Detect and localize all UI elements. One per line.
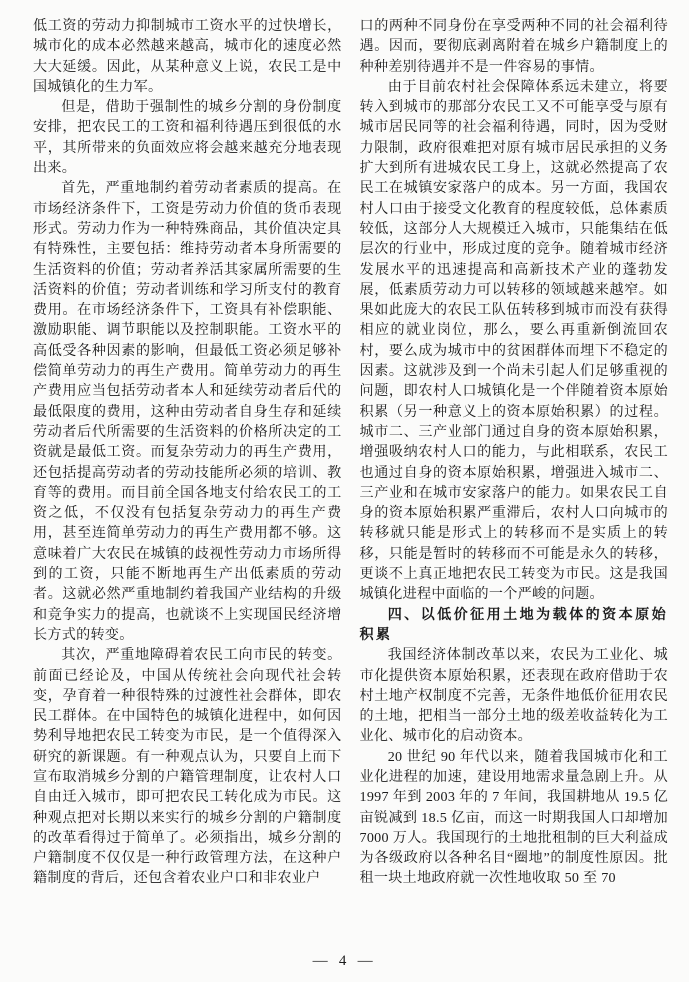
text-paragraph: 但是，借助于强制性的城乡分割的身份制度安排，把农民工的工资和福利待遇压到很低的水平，其所带来的负面效应将会越来越充分地表现出来。 — [33, 99, 342, 177]
text-paragraph: 首先，严重地制约着劳动者素质的提高。在市场经济条件下，工资是劳动力价值的货币表现形式。劳动力作为一种特殊商品，其价值决定具有特殊性，主要包括：维持劳动者本身所需要的生活资料的价值；劳动者养活其家属所需要的生活资料的价值；劳动者训练和学习所支付的教育费用。在市场经济条件下，工资具有补偿职能、激励职能、调节职能以及控制职能。工资水平的高低受各种因素的影响，但最低工资必须足够补偿简单劳动力的再生产费用。简单劳动力的再生产费用应当包括劳动者本人和延续劳动者后代的最低限度的费用，这种由劳动者自身生存和延续劳动者后代所需要的生活资料的价格所决定的工资就是最低工资。而复杂劳动力的再生产费用，还包括提高劳动者的劳动技能所必须的培训、教育等的费用。而目前全国各地支付给农民工的工资之低，不仅没有包括复杂劳动力的再生产费用，甚至连简单劳动力的再生产费用都不够。这意味着广大农民在城镇的歧视性劳动力市场所得到的工资，只能不断地再生产出低素质的劳动者。这就必然严重地制约着我国产业结构的升级和竞争实力的提高，也就谈不上实现国民经济增长方式的转变。 — [33, 180, 342, 643]
page-number: — 4 — — [312, 953, 377, 969]
continuation-paragraph: 口的两种不同身份在享受两种不同的社会福利待遇。因而，要彻底剥离附着在城乡户籍制度上的种种差别待遇并不是一件容易的事情。 — [359, 18, 668, 75]
section-heading: 四、以低价征用土地为载体的资本原始积累 — [359, 606, 668, 643]
text-paragraph: 由于目前农村社会保障体系远未建立，将要转入到城市的那部分农民工又不可能享受与原有城市居民同等的社会福利待遇，同时，因为受财力限制，政府很难把对原有城市居民承担的义务扩大到所有进城农民工身上，这就必然提高了农民工在城镇安家落户的成本。另一方面，我国农村人口由于接受文化教育的程度较低，总体素质较低，这部分人大规模迁入城市，只能集结在低层次的行业中，形成过度的竞争。随着城市经济发展水平的迅速提高和高新技术产业的蓬勃发展，低素质劳动力可以转移的领域越来越窄。如果如此庞大的农民工队伍转移到城市而没有获得相应的就业岗位，那么，要么再重新倒流回农村，要么成为城市中的贫困群体而埋下不稳定的因素。这就涉及到一个尚未引起人们足够重视的问题，即农村人口城镇化是一个伴随着资本原始积累（另一种意义上的资本原始积累）的过程。城市二、三产业部门通过自身的资本原始积累，增强吸纳农村人口的能力，与此相联系，农民工也通过自身的资本原始积累，增强进入城市二、三产业和在城市安家落户的能力。如果农民工自身的资本原始积累严重滞后，农村人口向城市的转移就只能是形式上的转移而不是实质上的转移，只能是暂时的转移而不可能是永久的转移，更谈不上真正地把农民工转变为市民。这是我国城镇化进程中面临的一个严峻的问题。 — [359, 78, 668, 603]
text-paragraph: 我国经济体制改革以来，农民为工业化、城市化提供资本原始积累，还表现在政府借助于农村土地产权制度不完善，无条件地低价征用农民的土地，把相当一部分土地的级差收益转化为工业化、城市化的启动资本。 — [359, 647, 668, 745]
right-column — [360, 16, 669, 889]
text-paragraph: 其次，严重地障碍着农民工向市民的转变。前面已经论及，中国从传统社会向现代社会转变，孕育着一种很特殊的过渡性社会群体，即农民工群体。在中国特色的城镇化进程中，如何因势利导地把农民工转变为市民，是一个值得深入研究的新课题。有一种观点认为，只要自上而下宣布取消城乡分割的户籍管理制度，让农村人口自由迁入城市，即可把农民工转化成为市民。这种观点把对长期以来实行的城乡分割的户籍制度的改革看得过于简单了。必须指出，城乡分割的户籍制度不仅仅是一种行政管理方法，在这种户籍制度的背后，还包含着农业户口和非农业户 — [33, 647, 342, 887]
left-column — [33, 16, 342, 889]
two-column-text-area — [33, 16, 668, 889]
text-paragraph: 20 世纪 90 年代以来，随着我国城市化和工业化进程的加速，建设用地需求量急剧上升。从 1997 年到 2003 年的 7 年间，我国耕地从 19.5 亿亩锐减到 18.5 亿亩，而这一时期我国人口却增加 7000 万人。我国现行的土地批租制的巨大利益成为各级政府以各种名目“圈地”的制度性原因。批租一块土地政府就一次性地收取 50 至 70 — [359, 748, 668, 887]
continuation-paragraph: 低工资的劳动力抑制城市工资水平的过快增长，城市化的成本必然越来越高，城市化的速度必然大大延缓。因此，从某种意义上说，农民工是中国城镇化的生力军。 — [33, 18, 342, 95]
